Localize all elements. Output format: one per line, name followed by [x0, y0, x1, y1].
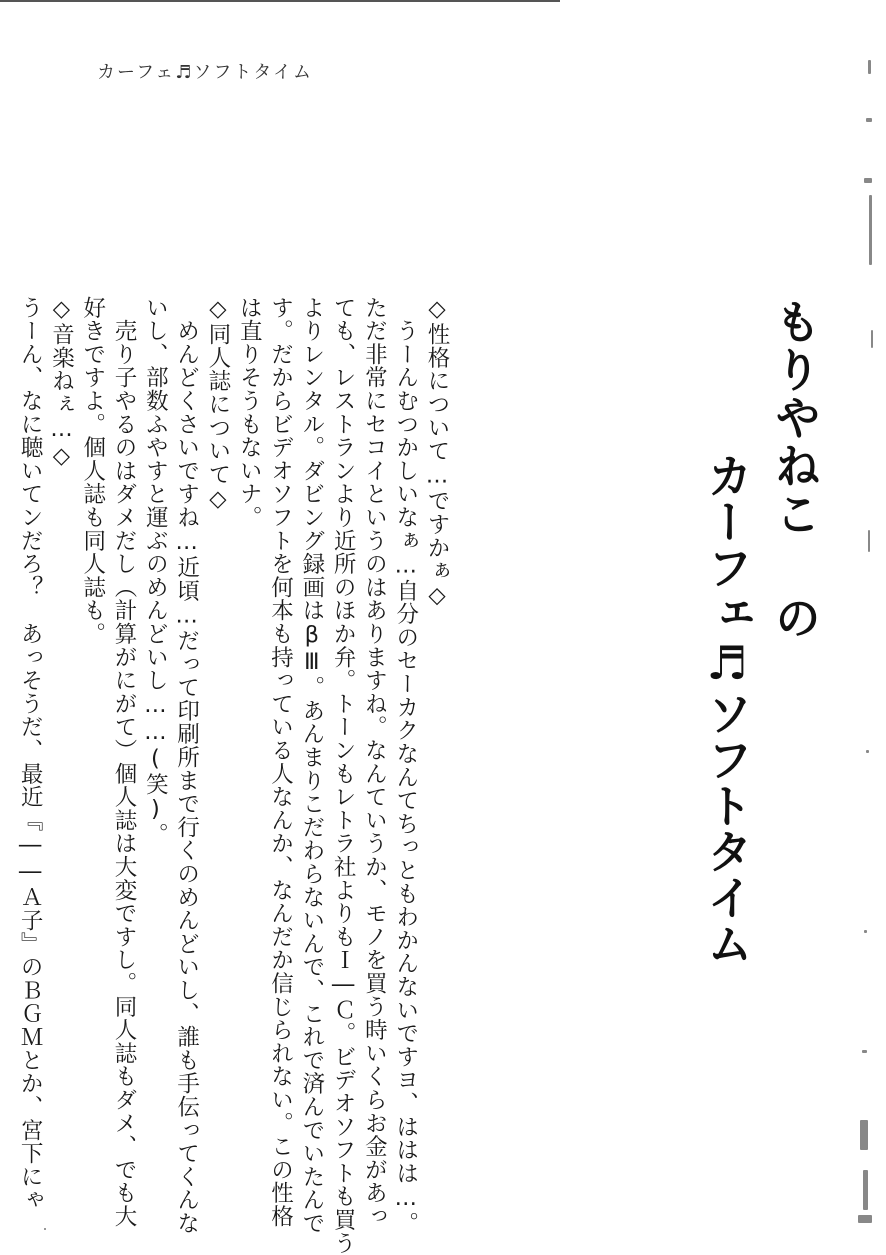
title-author: もりやねこ の: [768, 298, 822, 642]
body-line: うーん、なに聴いてンだろ？ あっそうだ、最近『――Ａ子』のＢＧＭとか、宮下にゃ: [17, 296, 44, 1212]
body-line: は直りそうもないナ。: [236, 296, 263, 529]
running-head: カーフェ♬ソフトタイム: [97, 62, 313, 83]
page-edge-marks: [846, 0, 886, 1250]
article-body: [14, 296, 452, 1255]
edge-mark: [860, 1120, 868, 1150]
body-line: いし、部数ふやすと運ぶのめんどいし……(笑)。: [142, 296, 169, 846]
edge-mark: [871, 330, 873, 348]
edge-mark: [864, 930, 867, 933]
body-line: ◇同人誌について◇: [204, 296, 231, 513]
edge-mark: [862, 1050, 867, 1053]
edge-mark: [863, 1170, 868, 1210]
body-line: ◇音楽ねぇ…◇: [48, 296, 75, 470]
body-line: ◇性格について…ですかぁ◇: [424, 296, 450, 610]
body-line: よりレンタル。ダビング録画はβⅢ。あんまりこだわらないんで、これで済んでいたんで: [298, 296, 325, 1235]
edge-mark: [858, 1215, 872, 1223]
speck: [44, 1228, 46, 1230]
edge-mark: [864, 178, 872, 183]
body-line: 売り子やるのはダメだし（計算がにがて）個人誌は大変ですし。同人誌もダメ、でも大: [111, 296, 138, 1228]
edge-mark: [869, 195, 872, 265]
title-name: カーフェ♬ソフトタイム: [700, 452, 754, 966]
edge-mark: [866, 118, 872, 122]
body-line: うーんむつかしいなぁ…自分のセーカクなんてちっともわかんないですヨ、ははは…。: [392, 296, 419, 1235]
body-line: めんどくさいですね…近頃…だって印刷所まで行くのめんどいし、誰も手伝ってくんな: [173, 296, 200, 1235]
edge-mark: [868, 60, 871, 74]
top-rule: [0, 0, 560, 2]
body-line: 好きですよ。個人誌も同人誌も。: [79, 296, 106, 646]
body-line: す。だからビデオソフトを何本も持っている人なんか、なんだか信じられない。この性格: [267, 296, 294, 1228]
body-line: ても、レストランより近所のほか弁。トーンもレトラ社よりもＩ―Ｃ。ビデオソフトも買う: [330, 296, 357, 1255]
body-line: ただ非常にセコイというのはありますね。なんていうか、モノを買う時いくらお金があっ: [361, 296, 388, 1228]
edge-mark: [866, 750, 869, 753]
edge-mark: [868, 530, 870, 552]
